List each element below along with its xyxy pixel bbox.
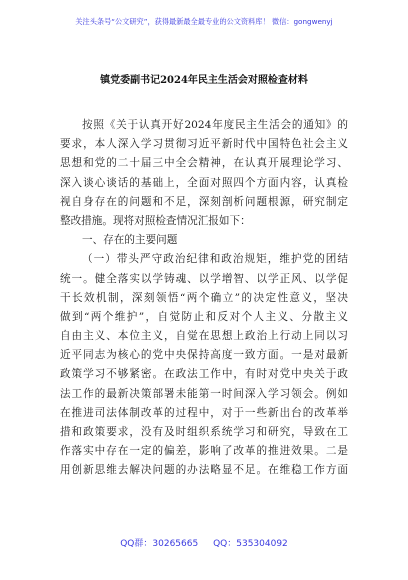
body-line: 近平同志为核心的党中央保持高度一致方面。一是对最新 — [60, 349, 348, 362]
body-line: 作落实中存在一定的偏差，影响了改革的推进效果。二是 — [60, 445, 348, 458]
body-line: 深入谈心谈话的基础上，全面对照四个方面内容，认真检 — [60, 176, 348, 189]
body-line: 按照《关于认真开好2024年度民主生活会的通知》的 — [82, 119, 348, 131]
body-line: 干长效机制，深刻领悟“两个确立”的决定性意义，坚决 — [60, 291, 348, 304]
body-line: 政策学习不够紧密。在政法工作中，有时对党中央关于政 — [60, 368, 348, 381]
body-line: 用创新思维去解决问题的办法略显不足。在维稳工作方面 — [60, 464, 348, 477]
body-line: 统一。健全落实以学铸魂、以学增智、以学正风、以学促 — [60, 272, 348, 285]
body-line: 在推进司法体制改革的过程中，对于一些新出台的改革举 — [60, 406, 348, 419]
footer-contact — [0, 536, 408, 549]
document-title: 镇党委副书记2024年民主生活会对照检查材料 — [100, 75, 308, 86]
body-line: 整改措施。现将对照检查情况汇报如下： — [60, 214, 251, 227]
body-line: 法工作的最新决策部署未能第一时间深入学习领会。例如 — [60, 387, 348, 400]
body-line: （一）带头严守政治纪律和政治规矩，维护党的团结 — [82, 253, 348, 266]
body-line: 自由主义、本位主义，自觉在思想上政治上行动上同以习 — [60, 330, 348, 343]
body-line: 思想和党的二十届三中全会精神，在认真开展理论学习、 — [60, 157, 348, 170]
footer-qq-number: QQ：535304092 — [213, 539, 288, 549]
body-line: 措和政策要求，没有及时组织系统学习和研究，导致在工 — [60, 426, 348, 438]
section-heading: 一、存在的主要问题 — [82, 234, 178, 247]
document-body — [60, 116, 348, 481]
header-banner: 关注头条号“公文研究”，获得最新最全最专业的公文资料库！ 微信：gongwenyj — [75, 17, 333, 26]
body-line: 做到“两个维护”，自觉防止和反对个人主义、分散主义 — [60, 310, 348, 323]
footer-qq-group: QQ群：30265665 — [120, 539, 199, 549]
body-line: 视自身存在的问题和不足，深刻剖析问题根源，研究制定 — [60, 195, 348, 208]
body-line: 要求，本人深入学习贯彻习近平新时代中国特色社会主义 — [60, 138, 348, 151]
